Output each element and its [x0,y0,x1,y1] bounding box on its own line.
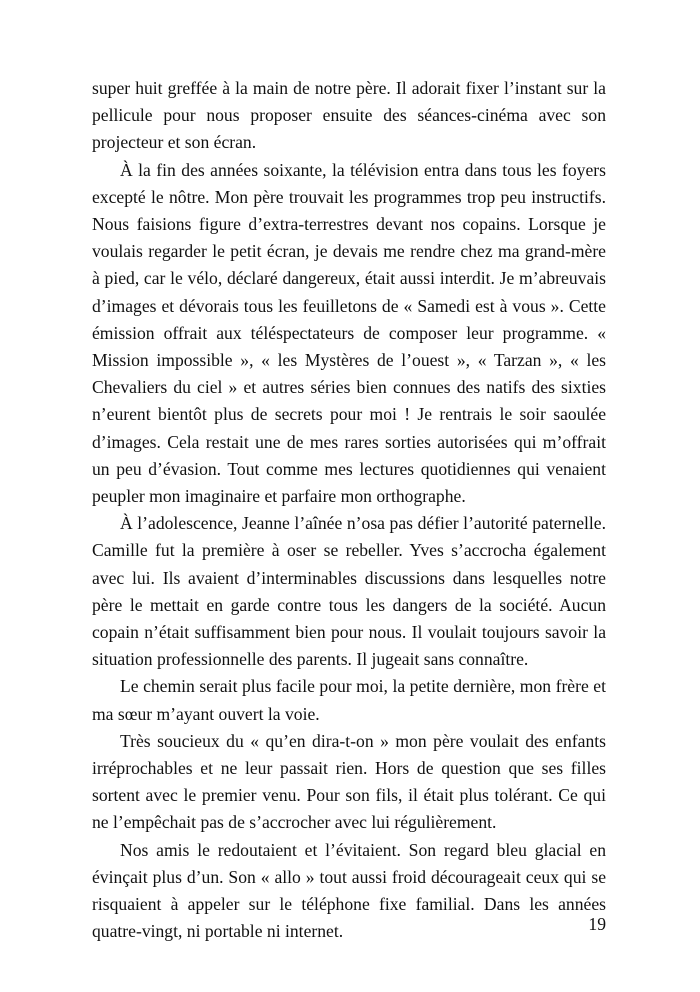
paragraph-5: Très soucieux du « qu’en dira-t-on » mon père voulait des enfants irréprochables et ne leur passait rien. Hors de question que ses filles sortent avec le premier venu. Pour son fils, il était plus tolérant. Ce qui ne l’empêchait pas de s’accrocher avec lui régulièrement. [92,730,606,833]
paragraph-6: Nos amis le redoutaient et l’évitaient. Son regard bleu glacial en évinçait plus d’un. Son « allo » tout aussi froid décourageait ceux qui se risquaient à appeler sur le téléphone fixe familial. Dans les années quatre-vingt, ni portable ni internet. [92,839,606,942]
paragraph-2: À la fin des années soixante, la télévision entra dans tous les foyers excepté le nôtre. Mon père trouvait les programmes trop peu instructifs. Nous faisions figure d’extra-terrestres devant nos copains. Lorsque je voulais regarder le petit écran, je devais me rendre chez ma grand-mère à pied, car le vélo, déclaré dangereux, était aussi interdit. Je m’abreuvais d’images et dévorais tous les feuilletons de « Samedi est à vous ». Cette émission offrait aux téléspectateurs de composer leur programme. « Mission impossible », « les Mystères de l’ouest », « Tarzan », « les Chevaliers du ciel » et autres séries bien connues des natifs des sixties n’eurent bientôt plus de secrets pour moi ! Je rentrais le soir saoulée d’images. Cela restait une de mes rares sorties autorisées qui m’offrait un peu d’évasion. Tout comme mes lectures quotidiennes qui venaient peupler mon imaginaire et parfaire mon orthographe. [92,159,606,507]
paragraph-4: Le chemin serait plus facile pour moi, la petite dernière, mon frère et ma sœur m’ayant ouvert la voie. [92,676,606,724]
page-number: 19 [588,914,606,934]
body-text [92,75,606,946]
paragraph-1: super huit greffée à la main de notre père. Il adorait fixer l’instant sur la pellicule pour nous proposer ensuite des séances-cinéma avec son projecteur et son écran. [92,78,606,153]
paragraph-3: À l’adolescence, Jeanne l’aînée n’osa pas défier l’autorité paternelle. Camille fut la première à oser se rebeller. Yves s’accrocha également avec lui. Ils avaient d’interminables discussions dans lesquelles notre père le mettait en garde contre tous les dangers de la société. Aucun copain n’était suffisamment bien pour nous. Il voulait toujours savoir la situation professionnelle des parents. Il jugeait sans connaître. [92,513,606,670]
